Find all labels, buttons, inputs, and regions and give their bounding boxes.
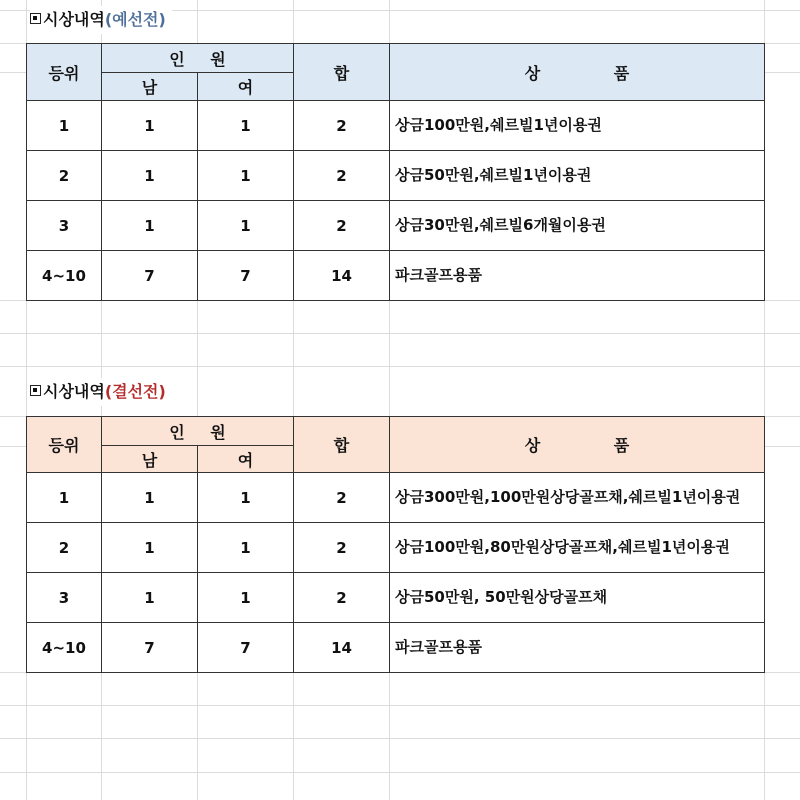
cell-female: 1 (198, 573, 294, 623)
cell-male: 1 (102, 201, 198, 251)
square-bullet-icon (30, 13, 41, 24)
table-row (27, 523, 765, 573)
header-female: 여 (198, 446, 294, 473)
grid-row-line (0, 705, 800, 706)
cell-female: 1 (198, 151, 294, 201)
table-row (27, 101, 765, 151)
prize-table-preliminary (26, 43, 765, 301)
cell-female: 1 (198, 201, 294, 251)
cell-total: 2 (294, 151, 390, 201)
header-prize (390, 417, 765, 473)
header-prize (390, 44, 765, 101)
square-bullet-icon (30, 385, 41, 396)
table-row (27, 623, 765, 673)
header-people-label: 인 원 (169, 49, 236, 69)
grid-row-line (0, 366, 800, 367)
header-total: 합 (294, 44, 390, 101)
grid-row-line (0, 772, 800, 773)
header-row (27, 417, 765, 446)
header-row (27, 44, 765, 73)
cell-female: 7 (198, 251, 294, 301)
table-row (27, 151, 765, 201)
cell-prize: 파크골프용품 (390, 251, 765, 301)
cell-rank: 2 (27, 151, 102, 201)
cell-rank: 4~10 (27, 251, 102, 301)
cell-male: 1 (102, 573, 198, 623)
cell-total: 2 (294, 473, 390, 523)
table-row (27, 473, 765, 523)
table-row (27, 201, 765, 251)
cell-male: 7 (102, 623, 198, 673)
cell-female: 1 (198, 473, 294, 523)
cell-total: 14 (294, 251, 390, 301)
header-male: 남 (102, 73, 198, 101)
cell-rank: 3 (27, 573, 102, 623)
prize-table-final (26, 416, 765, 673)
cell-rank: 3 (27, 201, 102, 251)
header-people (102, 44, 294, 73)
header-male: 남 (102, 446, 198, 473)
cell-prize: 파크골프용품 (390, 623, 765, 673)
table-row (27, 573, 765, 623)
cell-rank: 4~10 (27, 623, 102, 673)
header-people (102, 417, 294, 446)
cell-total: 2 (294, 523, 390, 573)
section-title-final (30, 378, 172, 406)
title-prefix: 시상내역 (43, 382, 105, 401)
cell-rank: 1 (27, 473, 102, 523)
cell-total: 14 (294, 623, 390, 673)
cell-rank: 2 (27, 523, 102, 573)
cell-prize: 상금300만원,100만원상당골프채,쉐르빌1년이용권 (390, 473, 765, 523)
cell-prize: 상금30만원,쉐르빌6개월이용권 (390, 201, 765, 251)
header-total: 합 (294, 417, 390, 473)
table-row (27, 251, 765, 301)
cell-male: 1 (102, 473, 198, 523)
cell-prize: 상금100만원,쉐르빌1년이용권 (390, 101, 765, 151)
header-people-label: 인 원 (169, 422, 236, 442)
cell-female: 1 (198, 523, 294, 573)
header-prize-label: 상 품 (524, 63, 664, 83)
cell-female: 1 (198, 101, 294, 151)
cell-male: 1 (102, 523, 198, 573)
header-prize-label: 상 품 (524, 436, 664, 455)
title-prefix: 시상내역 (43, 10, 105, 29)
cell-rank: 1 (27, 101, 102, 151)
header-rank: 등위 (27, 44, 102, 101)
cell-prize: 상금50만원, 50만원상당골프채 (390, 573, 765, 623)
title-suffix: (결선전) (104, 382, 166, 401)
grid-row-line (0, 738, 800, 739)
cell-total: 2 (294, 201, 390, 251)
cell-male: 1 (102, 151, 198, 201)
cell-prize: 상금100만원,80만원상당골프채,쉐르빌1년이용권 (390, 523, 765, 573)
header-rank: 등위 (27, 417, 102, 473)
header-female: 여 (198, 73, 294, 101)
cell-male: 1 (102, 101, 198, 151)
cell-male: 7 (102, 251, 198, 301)
cell-total: 2 (294, 573, 390, 623)
title-suffix: (예선전) (104, 10, 166, 29)
grid-row-line (0, 333, 800, 334)
cell-prize: 상금50만원,쉐르빌1년이용권 (390, 151, 765, 201)
cell-female: 7 (198, 623, 294, 673)
cell-total: 2 (294, 101, 390, 151)
section-title-preliminary (30, 6, 172, 34)
